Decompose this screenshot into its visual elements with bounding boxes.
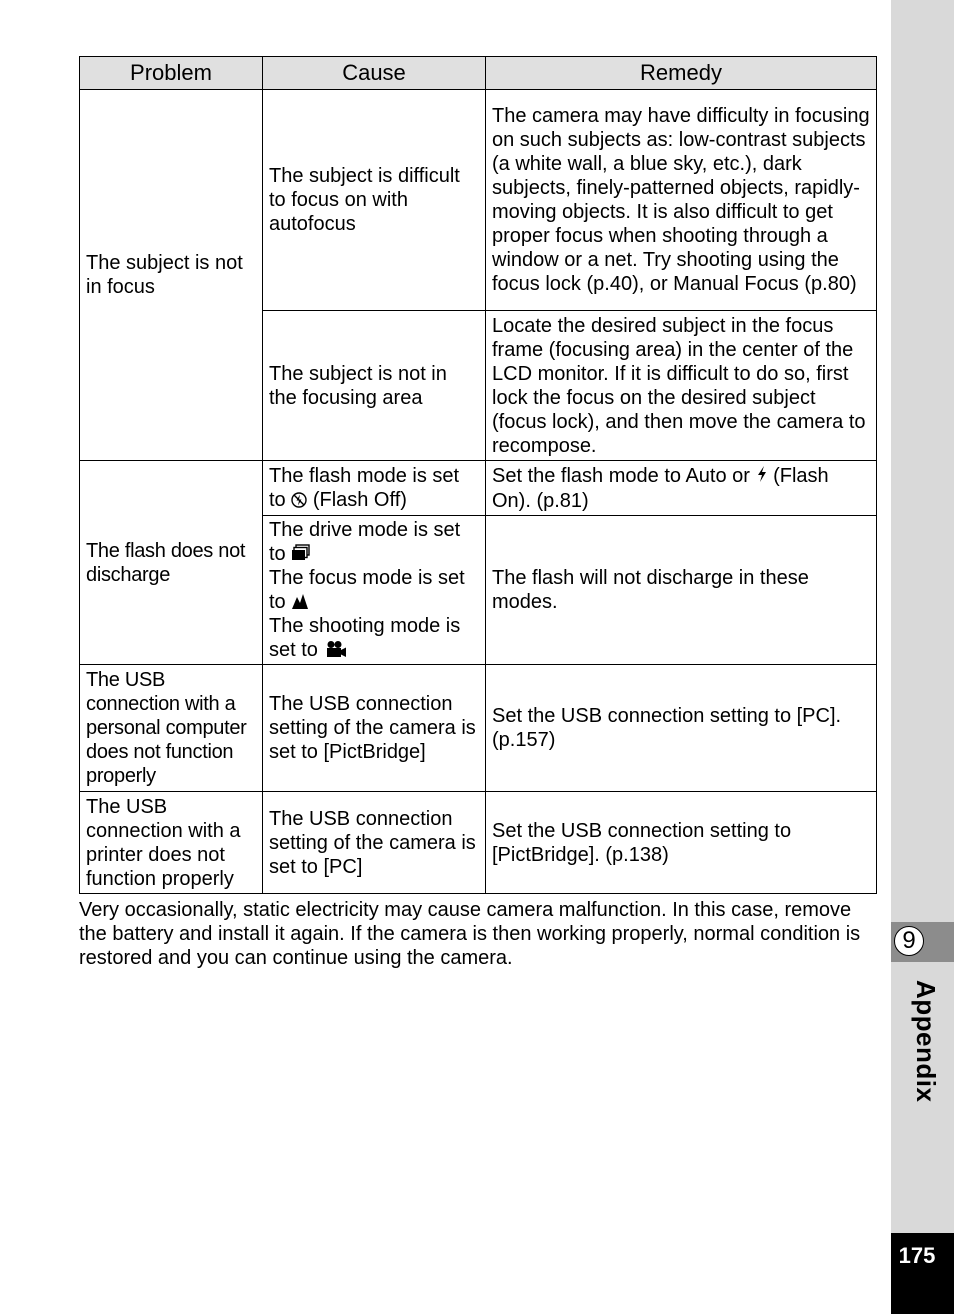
troubleshooting-table bbox=[79, 56, 877, 894]
flash-on-icon bbox=[756, 466, 768, 487]
flash-off-icon bbox=[291, 490, 307, 511]
movie-camera-icon bbox=[323, 639, 347, 661]
remedy-cell: Locate the desired subject in the focus frame (focusing area) in the center of the LCD monitor. If it is difficult to do so, first lock the focus on the desired subject (focus lock), and then move the camera to recompose. bbox=[486, 311, 877, 461]
cause-text: The focus mode is set to bbox=[269, 567, 465, 613]
table-header-row bbox=[80, 57, 877, 90]
remedy-cell: The flash will not discharge in these modes. bbox=[486, 516, 877, 665]
cause-text: The flash mode is set to bbox=[269, 464, 460, 511]
remedy-text: Set the flash mode to Auto or bbox=[492, 464, 750, 487]
cause-cell: The subject is not in the focusing area bbox=[263, 311, 486, 461]
remedy-text: (Flash On). (p.81) bbox=[492, 464, 829, 512]
remedy-cell: The camera may have difficulty in focusing on such subjects as: low-contrast subjects (a white wall, a blue sky, etc.), dark subjects, finely-patterned objects, rapidly-moving objects. It is also difficult to get proper focus when shooting through a window or a net. Try shooting using the focus lock (p.40), or Manual Focus (p.80) bbox=[486, 90, 877, 311]
cause-cell bbox=[263, 516, 486, 665]
chapter-sidebar bbox=[891, 0, 954, 1314]
problem-cell: The USB connection with a printer does not function properly bbox=[80, 792, 263, 894]
page-number: 175 bbox=[898, 1243, 936, 1268]
table-row bbox=[80, 461, 877, 516]
cause-text: (Flash Off) bbox=[312, 488, 407, 511]
chapter-title: Appendix bbox=[911, 980, 941, 1103]
remedy-cell bbox=[486, 461, 877, 516]
problem-cell: The flash does not discharge bbox=[80, 461, 263, 665]
remedy-cell: Set the USB connection setting to [PictBridge]. (p.138) bbox=[486, 792, 877, 894]
cause-cell: The USB connection setting of the camera is set to [PictBridge] bbox=[263, 665, 486, 792]
remedy-cell: Set the USB connection setting to [PC]. (p.157) bbox=[486, 665, 877, 792]
table-row bbox=[80, 90, 877, 311]
cause-text: The drive mode is set to bbox=[269, 519, 461, 565]
header-cause: Cause bbox=[263, 57, 486, 90]
infinity-landscape-icon bbox=[291, 591, 309, 613]
cause-cell: The USB connection setting of the camera is set to [PC] bbox=[263, 792, 486, 894]
table-row bbox=[80, 792, 877, 894]
header-remedy: Remedy bbox=[486, 57, 877, 90]
problem-cell: The USB connection with a personal computer does not function properly bbox=[80, 665, 263, 792]
table-row bbox=[80, 665, 877, 792]
cause-cell: The subject is difficult to focus on with autofocus bbox=[263, 90, 486, 311]
continuous-shooting-icon bbox=[291, 543, 311, 565]
cause-cell bbox=[263, 461, 486, 516]
header-problem: Problem bbox=[80, 57, 263, 90]
cause-text: The shooting mode is set to bbox=[269, 615, 461, 661]
static-electricity-note: Very occasionally, static electricity may cause camera malfunction. In this case, remove the battery and install it again. If the camera is then working properly, normal condition is restored and you can continue using the camera. bbox=[79, 899, 861, 969]
chapter-number: 9 bbox=[894, 926, 924, 956]
problem-cell: The subject is not in focus bbox=[80, 90, 263, 461]
